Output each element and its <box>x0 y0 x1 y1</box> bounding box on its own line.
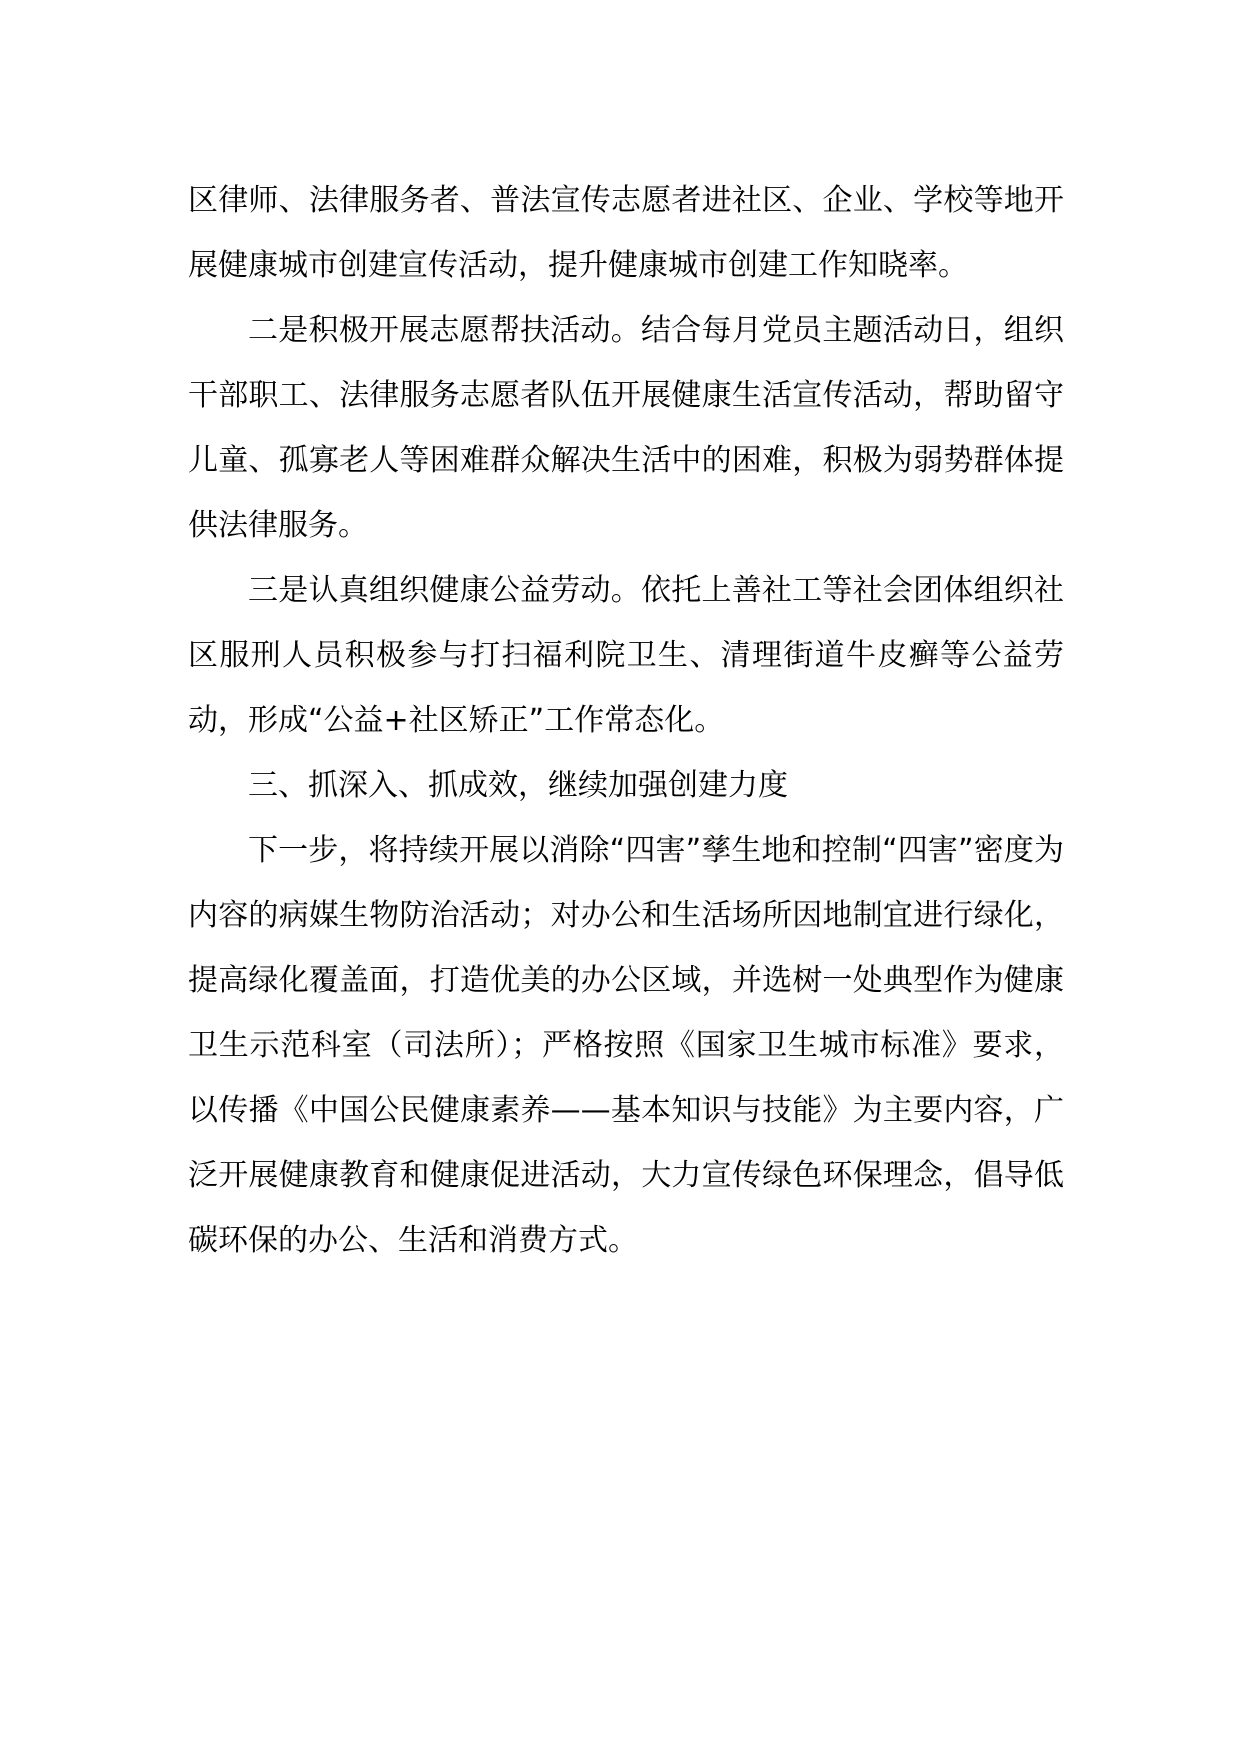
body-text <box>188 168 1064 1273</box>
paragraph-public-welfare-labor: 三是认真组织健康公益劳动。依托上善社工等社会团体组织社区服刑人员积极参与打扫福利院卫生、清理街道牛皮癣等公益劳动，形成“公益+社区矫正”工作常态化。 <box>188 573 1064 738</box>
paragraph-volunteer-assistance: 二是积极开展志愿帮扶活动。结合每月党员主题活动日，组织干部职工、法律服务志愿者队伍开展健康生活宣传活动，帮助留守儿童、孤寡老人等困难群众解决生活中的困难，积极为弱势群体提供法律服务。 <box>188 313 1064 543</box>
section-heading: 三、抓深入、抓成效，继续加强创建力度 <box>248 768 788 803</box>
paragraph-next-steps: 下一步，将持续开展以消除“四害”孳生地和控制“四害”密度为内容的病媒生物防治活动；对办公和生活场所因地制宜进行绿化，提高绿化覆盖面，打造优美的办公区域，并选树一处典型作为健康卫生示范科室（司法所）；严格按照《国家卫生城市标准》要求，以传播《中国公民健康素养——基本知识与技能》为主要内容，广泛开展健康教育和健康促进活动，大力宣传绿色环保理念，倡导低碳环保的办公、生活和消费方式。 <box>188 833 1064 1258</box>
paragraph-continuation: 区律师、法律服务者、普法宣传志愿者进社区、企业、学校等地开展健康城市创建宣传活动，提升健康城市创建工作知晓率。 <box>188 183 1064 283</box>
